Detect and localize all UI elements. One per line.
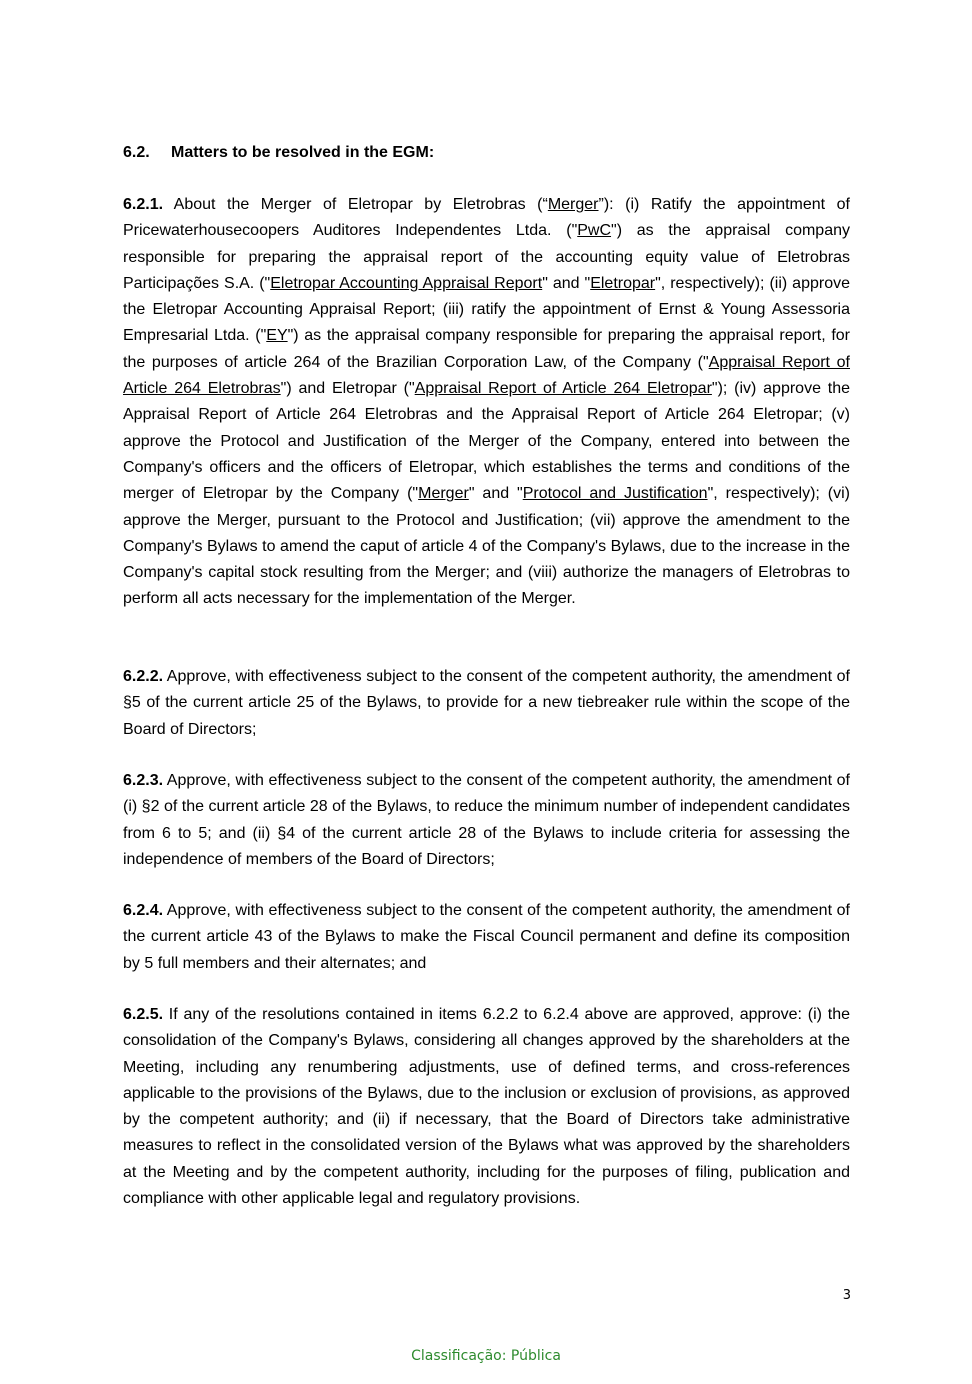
- item-6-2-2: 6.2.2. Approve, with effectiveness subject to the consent of the competent authority, the amendment of §5 of the current article 25 of the Bylaws, to provide for a new tiebreaker rule within the scope of the Board of Directors;: [123, 668, 850, 738]
- classification-label: Classificação: Pública: [411, 1348, 561, 1364]
- item-number: 6.2.4.: [123, 902, 164, 919]
- defined-term: EY: [266, 327, 288, 345]
- defined-term: Merger: [547, 196, 599, 213]
- defined-term: Appraisal Report of Article 264 Eletrobras: [123, 353, 850, 398]
- defined-term: PwC: [577, 222, 612, 240]
- item-number: 6.2.1.: [123, 196, 164, 213]
- item-number: 6.2.2.: [123, 668, 164, 685]
- defined-term: Eletropar Accounting Appraisal Report: [270, 274, 543, 292]
- defined-term: Appraisal Report of Article 264 Eletropar: [414, 380, 712, 398]
- item-number: 6.2.3.: [123, 772, 164, 789]
- item-number: 6.2.5.: [123, 1006, 164, 1023]
- page-number: 3: [842, 1288, 851, 1303]
- defined-term: Merger: [418, 485, 469, 503]
- defined-term: Protocol and Justification: [522, 485, 708, 503]
- item-6-2-5: 6.2.5. If any of the resolutions contained in items 6.2.2 to 6.2.4 above are approved, approve: (i) the consolidation of the Company's Bylaws, considering all changes approved by the shareholders at the Meeting, including any renumbering adjustments, use of defined terms, and cross-references applicable to the provisions of the Bylaws, due to the inclusion or exclusion of provisions, as approved by the competent authority; and (ii) if necessary, that the Board of Directors take administrative measures to reflect in the consolidated version of the Bylaws what was approved by the shareholders at the Meeting and by the competent authority, including for the purposes of filing, publication and compliance with other applicable legal and regulatory provisions.: [123, 1006, 850, 1208]
- item-6-2-3: 6.2.3. Approve, with effectiveness subject to the consent of the competent authority, the amendment of (i) §2 of the current article 28 of the Bylaws, to reduce the minimum number of independent candidates from 6 to 5; and (ii) §4 of the current article 28 of the Bylaws to include criteria for assessing the independence of members of the Board of Directors;: [123, 772, 850, 868]
- section-number: 6.2.: [123, 144, 150, 161]
- item-6-2-4: 6.2.4. Approve, with effectiveness subject to the consent of the competent authority, the amendment of the current article 43 of the Bylaws to make the Fiscal Council permanent and define its composition by 5 full members and their alternates; and: [123, 902, 850, 972]
- defined-term: Eletropar: [590, 274, 656, 292]
- section-heading: [123, 144, 434, 162]
- item-6-2-1: 6.2.1. About the Merger of Eletropar by Eletrobras (“Merger”): (i) Ratify the appointment of Pricewaterhousecoopers Auditores Independentes Ltda. ("PwC") as the appraisal company responsible for preparing the appraisal report of the accounting equity value of Eletrobras Participações S.A. ("Eletropar Accounting Appraisal Report" and "Eletropar", respectively); (ii) approve the Eletropar Accounting Appraisal Report; (iii) ratify the appointment of Ernst & Young Assessoria Empresarial Ltda. ("EY") as the appraisal company responsible for preparing the appraisal report, for the purposes of article 264 of the Brazilian Corporation Law, of the Company ("Appraisal Report of Article 264 Eletrobras") and Eletropar ("Appraisal Report of Article 264 Eletropar"); (iv) approve the Appraisal Report of Article 264 Eletrobras and the Appraisal Report of Article 264 Eletropar; (v) approve the Protocol and Justification of the Merger of the Company, entered into between the Company's officers and the officers of Eletropar, which establishes the terms and conditions of the merger of Eletropar by the Company ("Merger" and "Protocol and Justification", respectively); (vi) approve the Merger, pursuant to the Protocol and Justification; (vii) approve the amendment to the Company's Bylaws to amend the caput of article 4 of the Company's Bylaws, due to the increase in the Company's capital stock resulting from the Merger; and (viii) authorize the managers of Eletrobras to perform all acts necessary for the implementation of the Merger.: [123, 196, 851, 608]
- section-title: Matters to be resolved in the EGM:: [171, 144, 435, 161]
